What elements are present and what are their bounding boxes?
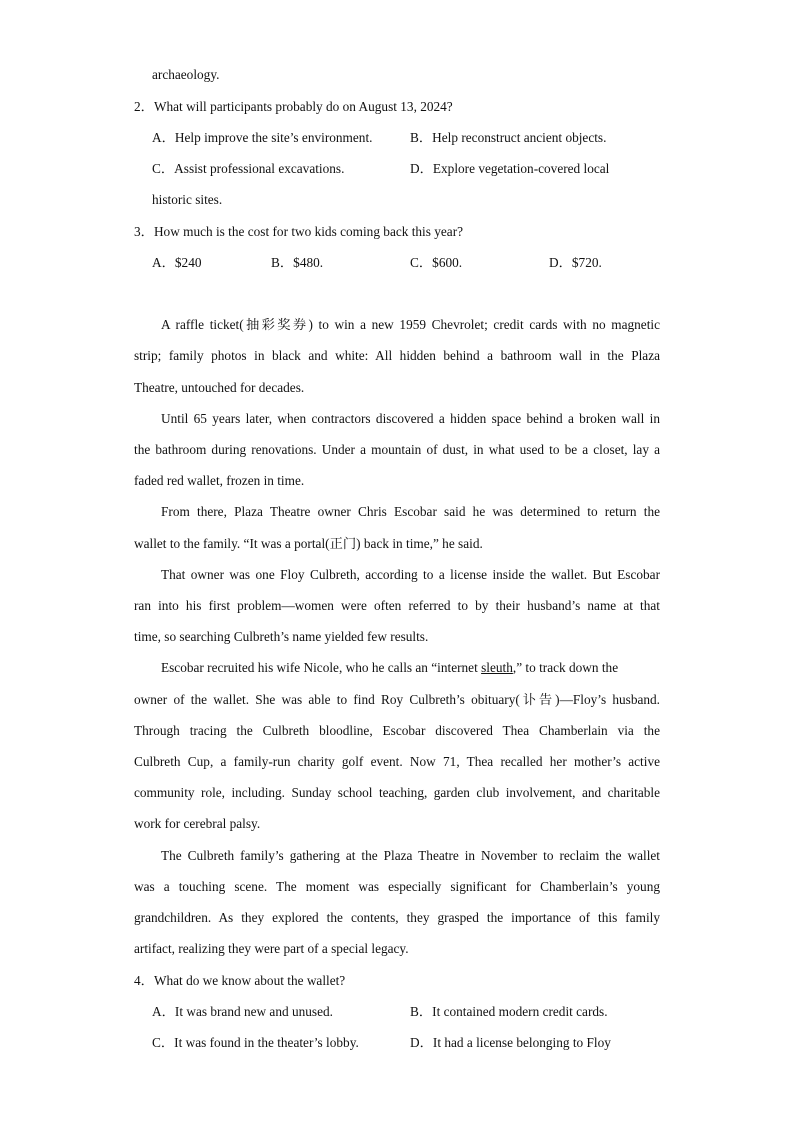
question-2-option-c: C．Assist professional excavations. bbox=[152, 161, 345, 176]
passage-p4-line-2: ran into his first problem—women were often referred to by their husband’s name at that bbox=[134, 598, 660, 613]
passage-p6-line-1: The Culbreth family’s gathering at the Plaza Theatre in November to reclaim the wallet bbox=[161, 848, 660, 863]
question-2-option-a: A．Help improve the site’s environment. bbox=[152, 130, 373, 145]
passage-p5-line-2: owner of the wallet. She was able to find Roy Culbreth’s obituary(讣告)—Floy’s husband. bbox=[134, 692, 660, 707]
question-3-stem: 3．How much is the cost for two kids coming back this year? bbox=[134, 224, 464, 239]
passage-p2-line-2: the bathroom during renovations. Under a mountain of dust, in what used to be a closet, lay a bbox=[134, 442, 660, 457]
passage-p5-text-a: Escobar recruited his wife Nicole, who he calls an “internet bbox=[161, 660, 482, 675]
passage-p5-text-b: ,” to track down the bbox=[512, 660, 619, 675]
passage-p5-line-5: community role, including. Sunday school teaching, garden club involvement, and charitable bbox=[134, 785, 660, 800]
question-4-option-c: C．It was found in the theater’s lobby. bbox=[152, 1035, 359, 1050]
passage-p5-line-1 bbox=[161, 660, 660, 676]
passage-p2-line-3: faded red wallet, frozen in time. bbox=[134, 473, 305, 488]
passage-p2-line-1: Until 65 years later, when contractors discovered a hidden space behind a broken wall in bbox=[161, 411, 660, 426]
passage-p3-line-1: From there, Plaza Theatre owner Chris Escobar said he was determined to return the bbox=[161, 504, 660, 519]
passage-p5-line-4: Culbreth Cup, a family-run charity golf event. Now 71, Thea recalled her mother’s active bbox=[134, 754, 660, 769]
question-2-option-b: B．Help reconstruct ancient objects. bbox=[410, 130, 607, 145]
passage-p6-line-3: grandchildren. As they explored the contents, they grasped the importance of this family bbox=[134, 910, 660, 925]
question-3-option-b: B．$480. bbox=[271, 255, 324, 270]
passage-p4-line-3: time, so searching Culbreth’s name yielded few results. bbox=[134, 629, 429, 644]
passage-p6-line-2: was a touching scene. The moment was especially significant for Chamberlain’s young bbox=[134, 879, 660, 894]
question-2-option-d-continued: historic sites. bbox=[152, 192, 223, 207]
question-3-option-c: C．$600. bbox=[410, 255, 463, 270]
passage-p4-line-1: That owner was one Floy Culbreth, according to a license inside the wallet. But Escobar bbox=[161, 567, 660, 582]
passage-p6-line-4: artifact, realizing they were part of a special legacy. bbox=[134, 941, 409, 956]
passage-p5-line-3: Through tracing the Culbreth bloodline, Escobar discovered Thea Chamberlain via the bbox=[134, 723, 660, 738]
question-4-stem: 4．What do we know about the wallet? bbox=[134, 973, 346, 988]
question-3-option-a: A．$240 bbox=[152, 255, 202, 270]
passage-p5-line-6: work for cerebral palsy. bbox=[134, 816, 261, 831]
question-3-option-d: D．$720. bbox=[549, 255, 602, 270]
q1-option-tail: archaeology. bbox=[152, 67, 220, 82]
question-2-option-d: D．Explore vegetation-covered local bbox=[410, 161, 610, 176]
question-4-option-a: A．It was brand new and unused. bbox=[152, 1004, 333, 1019]
question-2-stem: 2．What will participants probably do on August 13, 2024? bbox=[134, 99, 453, 114]
question-4-option-b: B．It contained modern credit cards. bbox=[410, 1004, 608, 1019]
question-4-option-d: D．It had a license belonging to Floy bbox=[410, 1035, 611, 1050]
passage-p1-line-1: A raffle ticket(抽彩奖券) to win a new 1959 Chevrolet; credit cards with no magnetic bbox=[161, 317, 660, 332]
glossed-word-sleuth: sleuth bbox=[481, 660, 513, 675]
passage-p1-line-3: Theatre, untouched for decades. bbox=[134, 380, 305, 395]
passage-p1-line-2: strip; family photos in black and white: All hidden behind a bathroom wall in the Plaza bbox=[134, 348, 660, 363]
passage-p3-line-2: wallet to the family. “It was a portal(正门) back in time,” he said. bbox=[134, 536, 483, 551]
